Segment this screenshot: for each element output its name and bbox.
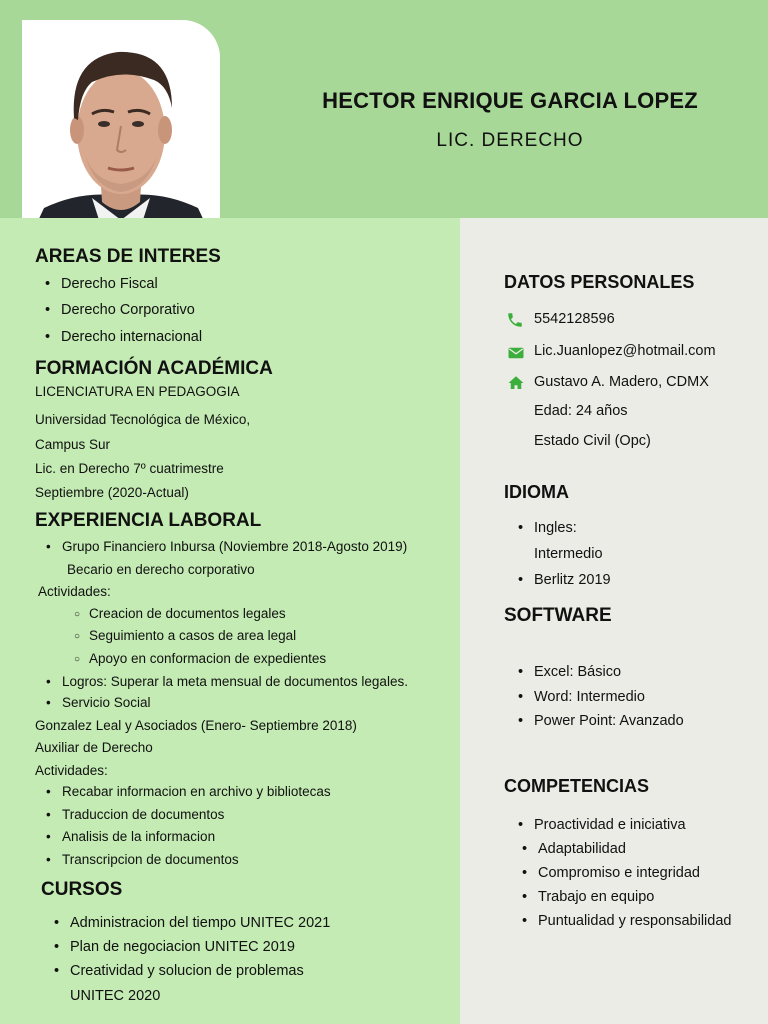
education-line: Septiembre (2020-Actual) xyxy=(35,485,189,500)
course-item: • Creatividad y solucion de problemas xyxy=(70,963,304,979)
software-item: • Power Point: Avanzado xyxy=(534,713,684,729)
phone-icon xyxy=(506,311,524,329)
activities-label: Actividades: xyxy=(35,763,108,778)
experience-job: Gonzalez Leal y Asociados (Enero- Septiembre 2018) xyxy=(35,718,357,733)
skill-item: • Puntualidad y responsabilidad xyxy=(538,913,731,929)
activity-item: • Analisis de la informacion xyxy=(62,829,215,844)
home-icon xyxy=(507,374,525,392)
experience-job: • Grupo Financiero Inbursa (Noviembre 2018-Agosto 2019) xyxy=(62,539,407,554)
activity-item: • Recabar informacion en archivo y bibliotecas xyxy=(62,784,331,799)
skills-heading: COMPETENCIAS xyxy=(504,776,650,796)
software-item: • Excel: Básico xyxy=(534,664,621,680)
course-item: • Administracion del tiempo UNITEC 2021 xyxy=(70,915,330,931)
civil-status: Estado Civil (Opc) xyxy=(534,433,651,449)
areas-item: • Derecho Corporativo xyxy=(61,302,195,318)
candidate-title: LIC. DERECHO xyxy=(436,130,584,151)
language-item: • Berlitz 2019 xyxy=(534,572,611,588)
candidate-name: HECTOR ENRIQUE GARCIA LOPEZ xyxy=(322,88,698,113)
education-degree: LICENCIATURA EN PEDAGOGIA xyxy=(35,384,240,399)
personal-heading: DATOS PERSONALES xyxy=(504,272,695,292)
social-service: • Servicio Social xyxy=(62,695,151,710)
achievements: • Logros: Superar la meta mensual de documentos legales. xyxy=(62,674,408,689)
activity-item: ○ Apoyo en conformacion de expedientes xyxy=(89,651,326,666)
profile-photo xyxy=(22,20,220,223)
education-heading: FORMACIÓN ACADÉMICA xyxy=(35,358,273,379)
software-item: • Word: Intermedio xyxy=(534,689,645,705)
email-address: Lic.Juanlopez@hotmail.com xyxy=(534,343,716,359)
skill-item: • Proactividad e iniciativa xyxy=(534,817,686,833)
mail-icon xyxy=(507,344,525,362)
skill-item: • Trabajo en equipo xyxy=(538,889,654,905)
activity-item: ○ Seguimiento a casos de area legal xyxy=(89,628,296,643)
address: Gustavo A. Madero, CDMX xyxy=(534,374,709,390)
education-line: Universidad Tecnológica de México, xyxy=(35,412,251,427)
activity-item: ○ Creacion de documentos legales xyxy=(89,606,286,621)
course-item: • Plan de negociacion UNITEC 2019 xyxy=(70,939,295,955)
experience-role: Auxiliar de Derecho xyxy=(35,740,153,755)
education-line: Campus Sur xyxy=(35,437,111,452)
phone-number: 5542128596 xyxy=(534,311,615,327)
software-heading: SOFTWARE xyxy=(504,605,612,626)
language-heading: IDIOMA xyxy=(504,482,569,502)
areas-item: • Derecho internacional xyxy=(61,329,202,345)
courses-heading: CURSOS xyxy=(41,879,123,900)
activity-item: • Traduccion de documentos xyxy=(62,807,224,822)
skill-item: • Adaptabilidad xyxy=(538,841,626,857)
age: Edad: 24 años xyxy=(534,403,628,419)
skill-item: • Compromiso e integridad xyxy=(538,865,700,881)
language-level: Intermedio xyxy=(534,546,603,562)
experience-role: Becario en derecho corporativo xyxy=(67,562,255,577)
course-item-cont: UNITEC 2020 xyxy=(70,988,161,1004)
areas-heading: AREAS DE INTERES xyxy=(35,246,221,267)
language-item: • Ingles: xyxy=(534,520,577,536)
activity-item: • Transcripcion de documentos xyxy=(62,852,239,867)
areas-item: • Derecho Fiscal xyxy=(61,276,158,292)
education-line: Lic. en Derecho 7º cuatrimestre xyxy=(35,461,224,476)
activities-label: Actividades: xyxy=(38,584,111,599)
experience-heading: EXPERIENCIA LABORAL xyxy=(35,510,262,531)
